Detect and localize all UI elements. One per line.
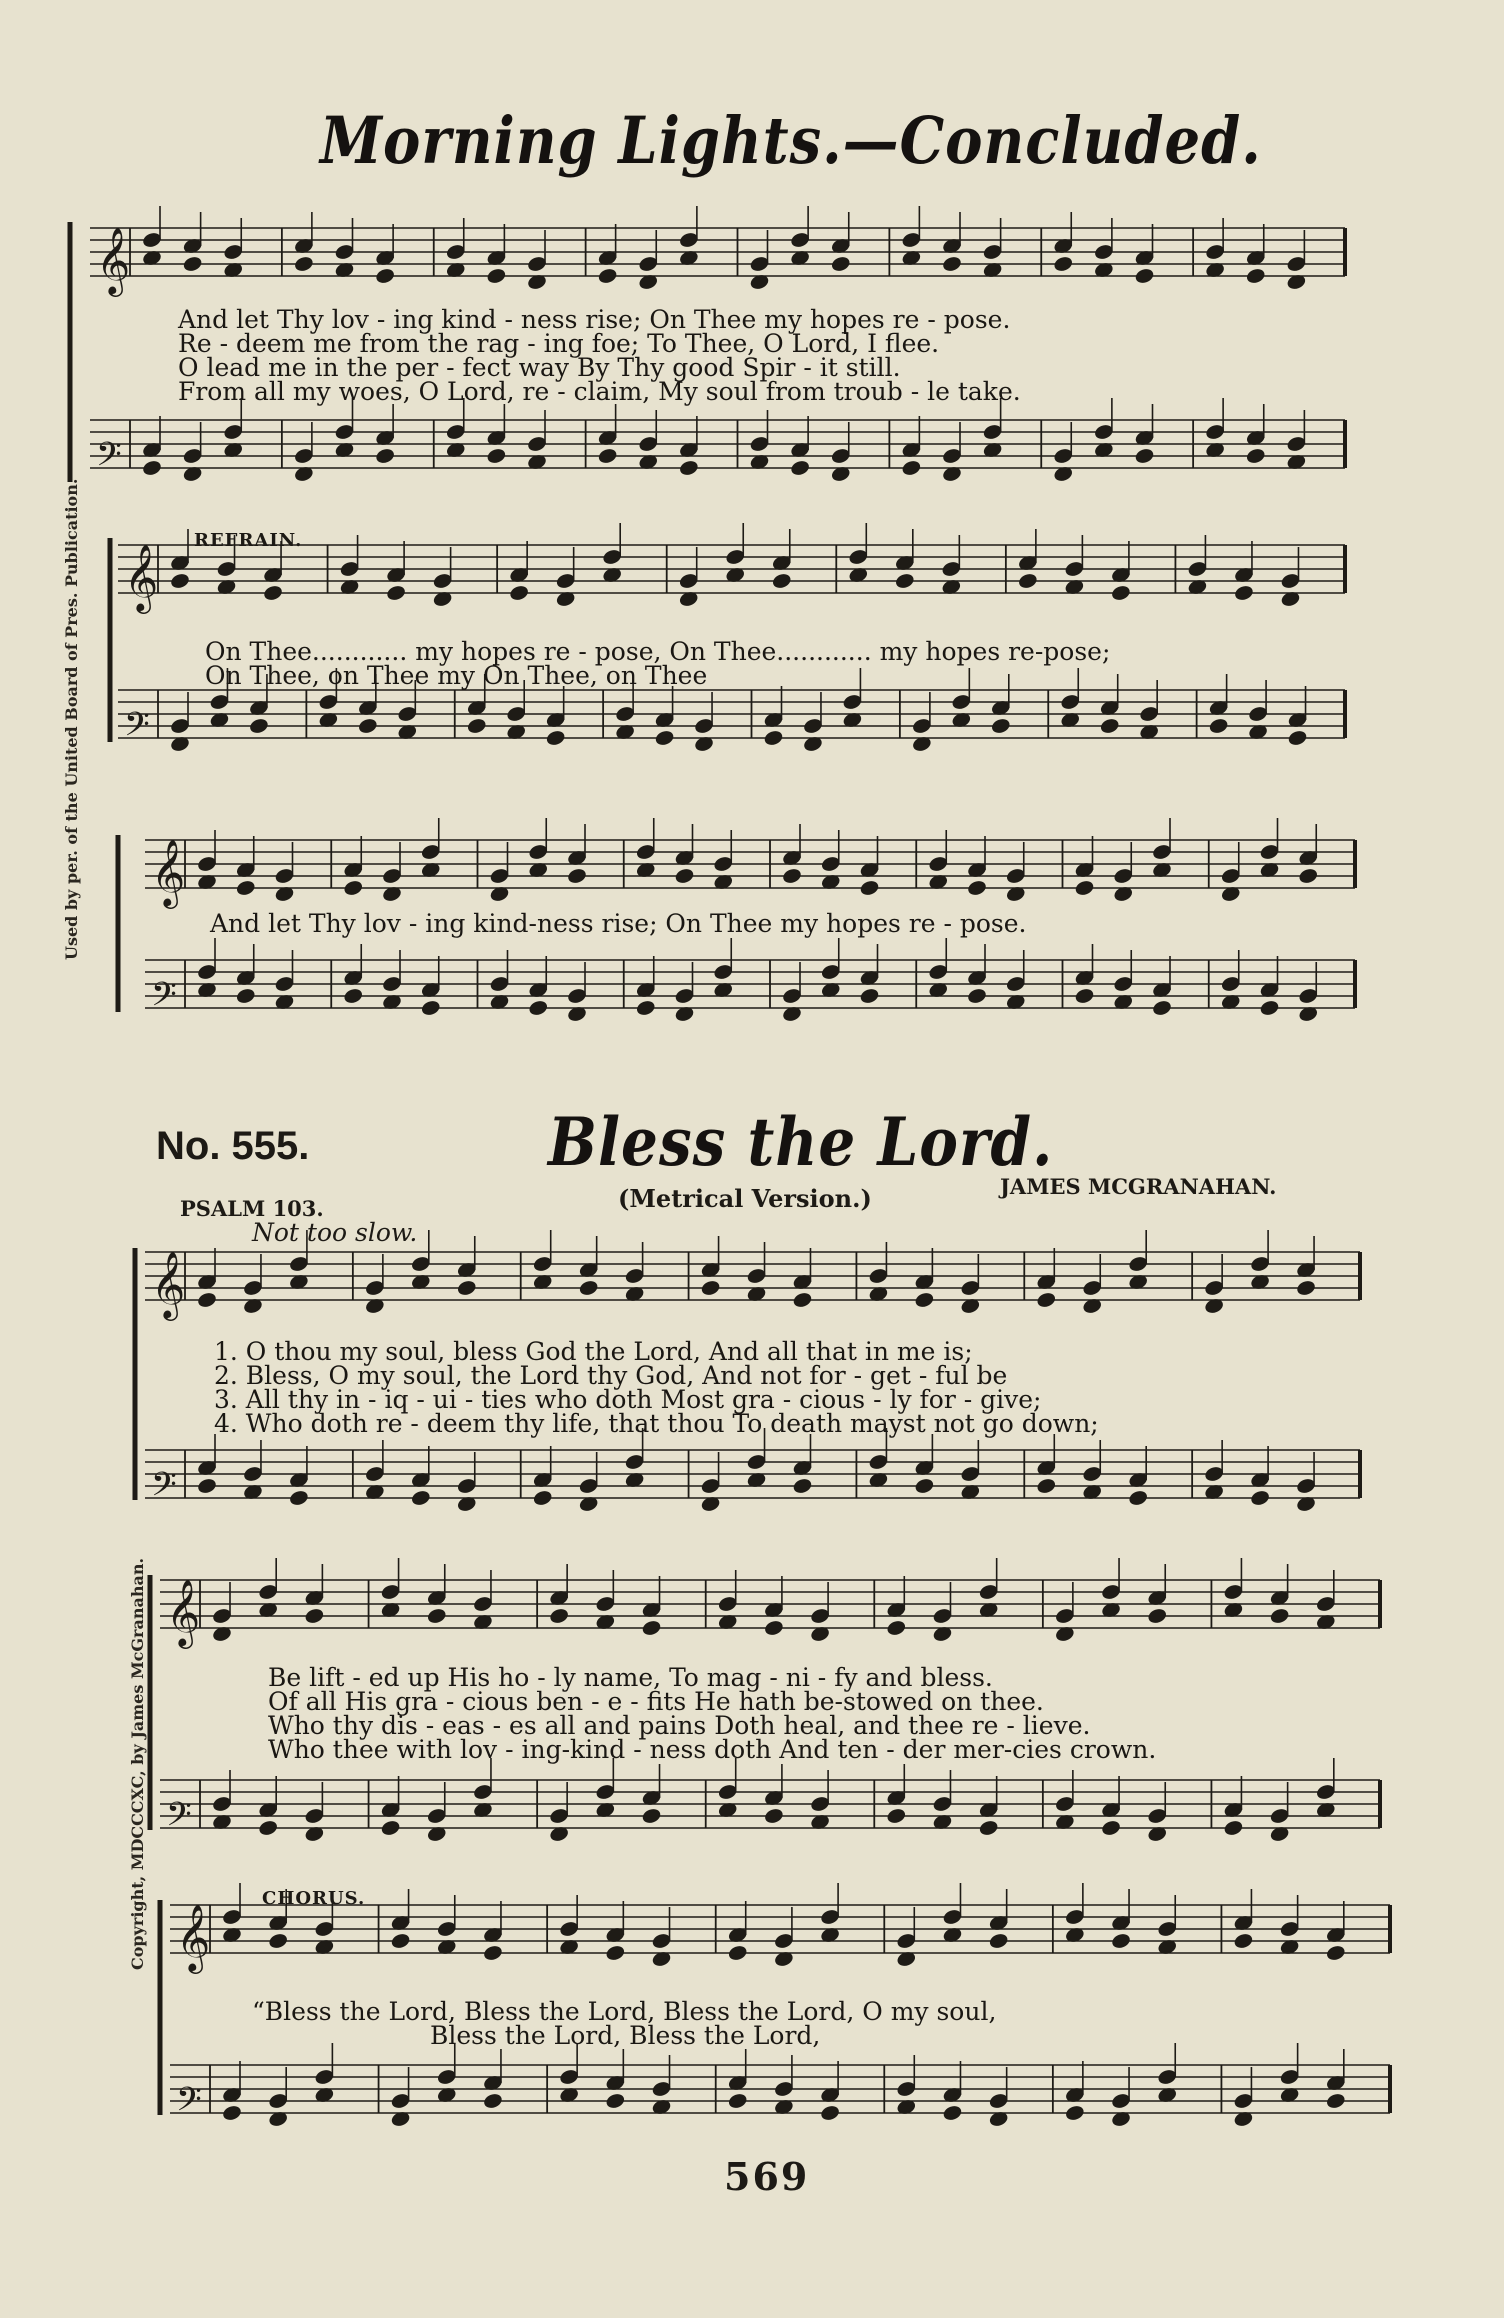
composer: JAMES MCGRANAHAN. xyxy=(1000,1174,1277,1199)
note-head xyxy=(182,255,203,273)
note-head xyxy=(268,1932,289,1950)
note-head xyxy=(1134,267,1155,285)
lyric-line-4: From all my woes, O Lord, re - claim, My soul from troub - le take. xyxy=(178,377,1021,406)
note-head xyxy=(1036,1477,1057,1495)
note-head xyxy=(1110,584,1131,602)
note-head xyxy=(420,999,441,1017)
note-head xyxy=(545,729,566,747)
note-head xyxy=(635,999,656,1017)
note-head xyxy=(1233,584,1254,602)
note-head xyxy=(482,1944,503,1962)
note-head xyxy=(466,717,487,735)
refrain-line-1: On Thee............ my hopes re - pose, On Thee............ my hopes re-pose; xyxy=(205,637,1111,666)
note-head xyxy=(248,717,269,735)
note-head xyxy=(1064,2104,1085,2122)
note-head xyxy=(1017,572,1038,590)
note-head xyxy=(1269,1607,1290,1625)
note-head xyxy=(1295,1279,1316,1297)
tempo-mark: Not too slow. xyxy=(252,1218,418,1247)
note-head xyxy=(169,572,190,590)
hymn-title: Bless the Lord. xyxy=(548,1102,1054,1182)
note-head xyxy=(1100,1819,1121,1837)
note-head xyxy=(235,987,256,1005)
note-head xyxy=(914,1477,935,1495)
treble-clef: 𝄞 xyxy=(176,1903,211,1971)
note-head xyxy=(196,1291,217,1309)
note-head xyxy=(763,1619,784,1637)
refrain-line-2: On Thee, on Thee my On Thee, on Thee xyxy=(205,661,708,690)
note-head xyxy=(1151,999,1172,1017)
note-head xyxy=(258,1819,279,1837)
note-head xyxy=(1259,999,1280,1017)
verse-b-line-1: Be lift - ed up His ho - ly name, To mag - ni - fy and bless. xyxy=(268,1663,993,1692)
note-head xyxy=(819,2104,840,2122)
note-head xyxy=(1245,267,1266,285)
note-head xyxy=(1233,1932,1254,1950)
note-head xyxy=(763,1807,784,1825)
note-head xyxy=(390,1932,411,1950)
note-head xyxy=(830,255,851,273)
note-head xyxy=(1249,1489,1270,1507)
note-head xyxy=(901,459,922,477)
chorus-line-1: “Bless the Lord, Bless the Lord, Bless the Lord, O my soul, xyxy=(252,1997,997,2026)
bass-clef: 𝄢 xyxy=(96,436,122,482)
lyric-line-1: And let Thy lov - ing kind - ness rise; On Thee my hopes re - pose. xyxy=(178,305,1011,334)
note-head xyxy=(941,255,962,273)
note-head xyxy=(1147,1607,1168,1625)
note-head xyxy=(486,447,507,465)
note-head xyxy=(674,867,695,885)
note-head xyxy=(641,1807,662,1825)
verse-a-line-3: 3. All thy in - iq - ui - ties who doth Most gra - cious - ly for - give; xyxy=(214,1385,1042,1414)
note-head xyxy=(654,729,675,747)
note-head xyxy=(343,987,364,1005)
note-head xyxy=(942,2104,963,2122)
note-head xyxy=(1325,1944,1346,1962)
verse-a-line-1: 1. O thou my soul, bless God the Lord, And all that in me is; xyxy=(214,1337,973,1366)
note-head xyxy=(1298,867,1319,885)
closing-line: And let Thy lov - ing kind-ness rise; On Thee my hopes re - pose. xyxy=(210,909,1027,938)
note-head xyxy=(1287,729,1308,747)
treble-clef: 𝄞 xyxy=(166,1578,201,1646)
note-head xyxy=(727,2092,748,2110)
note-head xyxy=(288,1489,309,1507)
hymn-number: No. 555. xyxy=(156,1124,310,1168)
note-head xyxy=(1245,447,1266,465)
note-head xyxy=(235,879,256,897)
note-head xyxy=(605,2092,626,2110)
note-head xyxy=(1074,879,1095,897)
note-head xyxy=(578,1279,599,1297)
note-head xyxy=(763,729,784,747)
note-head xyxy=(380,1819,401,1837)
note-head xyxy=(605,1944,626,1962)
bass-clef: 𝄢 xyxy=(151,1466,177,1512)
note-head xyxy=(1325,2092,1346,2110)
note-head xyxy=(141,459,162,477)
side-credit-top: Used by per. of the United Board of Pres. Publication. xyxy=(62,478,81,960)
side-credit-bottom: Copyright, MDCCCXC, by James McGranahan. xyxy=(128,1557,147,1970)
lyric-line-3: O lead me in the per - fect way By Thy good Spir - it still. xyxy=(178,353,901,382)
note-head xyxy=(1223,1819,1244,1837)
note-head xyxy=(532,1489,553,1507)
note-head xyxy=(385,584,406,602)
note-head xyxy=(678,459,699,477)
note-head xyxy=(262,584,283,602)
note-head xyxy=(221,2104,242,2122)
chorus-line-2: Bless the Lord, Bless the Lord, xyxy=(430,2021,821,2050)
chorus-label: CHORUS. xyxy=(262,1888,366,1909)
note-head xyxy=(304,1607,325,1625)
note-head xyxy=(374,447,395,465)
treble-clef: 𝄞 xyxy=(124,543,159,611)
treble-clef: 𝄞 xyxy=(151,838,186,906)
note-head xyxy=(1074,987,1095,1005)
verse-a-line-4: 4. Who doth re - deem thy life, that thou To death mayst not go down; xyxy=(214,1409,1099,1438)
note-head xyxy=(789,459,810,477)
note-head xyxy=(410,1489,431,1507)
note-head xyxy=(727,1944,748,1962)
note-head xyxy=(859,879,880,897)
bass-clef: 𝄢 xyxy=(176,2081,202,2127)
note-head xyxy=(482,2092,503,2110)
refrain-label: REFRAIN. xyxy=(194,530,303,551)
scripture-ref: PSALM 103. xyxy=(180,1196,324,1221)
note-head xyxy=(771,572,792,590)
note-head xyxy=(456,1279,477,1297)
note-head xyxy=(1053,255,1074,273)
note-head xyxy=(1208,717,1229,735)
note-head xyxy=(978,1819,999,1837)
bass-clef: 𝄢 xyxy=(166,1796,192,1842)
note-head xyxy=(886,1619,907,1637)
note-head xyxy=(374,267,395,285)
note-head xyxy=(1036,1291,1057,1309)
top-title: Morning Lights.—Concluded. xyxy=(320,103,1262,179)
verse-b-line-4: Who thee with lov - ing-kind - ness doth And ten - der mer-cies crown. xyxy=(268,1735,1157,1764)
note-head xyxy=(597,267,618,285)
note-head xyxy=(1099,717,1120,735)
note-head xyxy=(792,1477,813,1495)
note-head xyxy=(486,267,507,285)
note-head xyxy=(566,867,587,885)
note-head xyxy=(966,879,987,897)
note-head xyxy=(894,572,915,590)
verse-b-line-3: Who thy dis - eas - es all and pains Doth heal, and thee re - lieve. xyxy=(268,1711,1091,1740)
note-head xyxy=(886,1807,907,1825)
note-head xyxy=(548,1607,569,1625)
note-head xyxy=(1128,1489,1149,1507)
note-head xyxy=(357,717,378,735)
note-head xyxy=(1134,447,1155,465)
note-head xyxy=(1110,1932,1131,1950)
note-head xyxy=(426,1607,447,1625)
treble-clef: 𝄞 xyxy=(96,226,131,294)
note-head xyxy=(196,1477,217,1495)
note-head xyxy=(597,447,618,465)
note-head xyxy=(343,879,364,897)
note-head xyxy=(700,1279,721,1297)
note-head xyxy=(641,1619,662,1637)
bass-clef: 𝄢 xyxy=(151,976,177,1022)
note-head xyxy=(781,867,802,885)
treble-clef: 𝄞 xyxy=(151,1250,186,1318)
note-head xyxy=(792,1291,813,1309)
note-head xyxy=(293,255,314,273)
note-head xyxy=(528,999,549,1017)
note-head xyxy=(988,1932,1009,1950)
lyric-line-2: Re - deem me from the rag - ing foe; To Thee, O Lord, I flee. xyxy=(178,329,940,358)
verse-a-line-2: 2. Bless, O my soul, the Lord thy God, And not for - get - ful be xyxy=(214,1361,1008,1390)
note-head xyxy=(966,987,987,1005)
note-head xyxy=(508,584,529,602)
page-number: 569 xyxy=(724,2154,810,2199)
note-head xyxy=(859,987,880,1005)
verse-b-line-2: Of all His gra - cious ben - e - fits He hath be-stowed on thee. xyxy=(268,1687,1044,1716)
note-head xyxy=(914,1291,935,1309)
version-note: (Metrical Version.) xyxy=(618,1184,872,1213)
bass-clef: 𝄢 xyxy=(124,706,150,752)
note-head xyxy=(990,717,1011,735)
